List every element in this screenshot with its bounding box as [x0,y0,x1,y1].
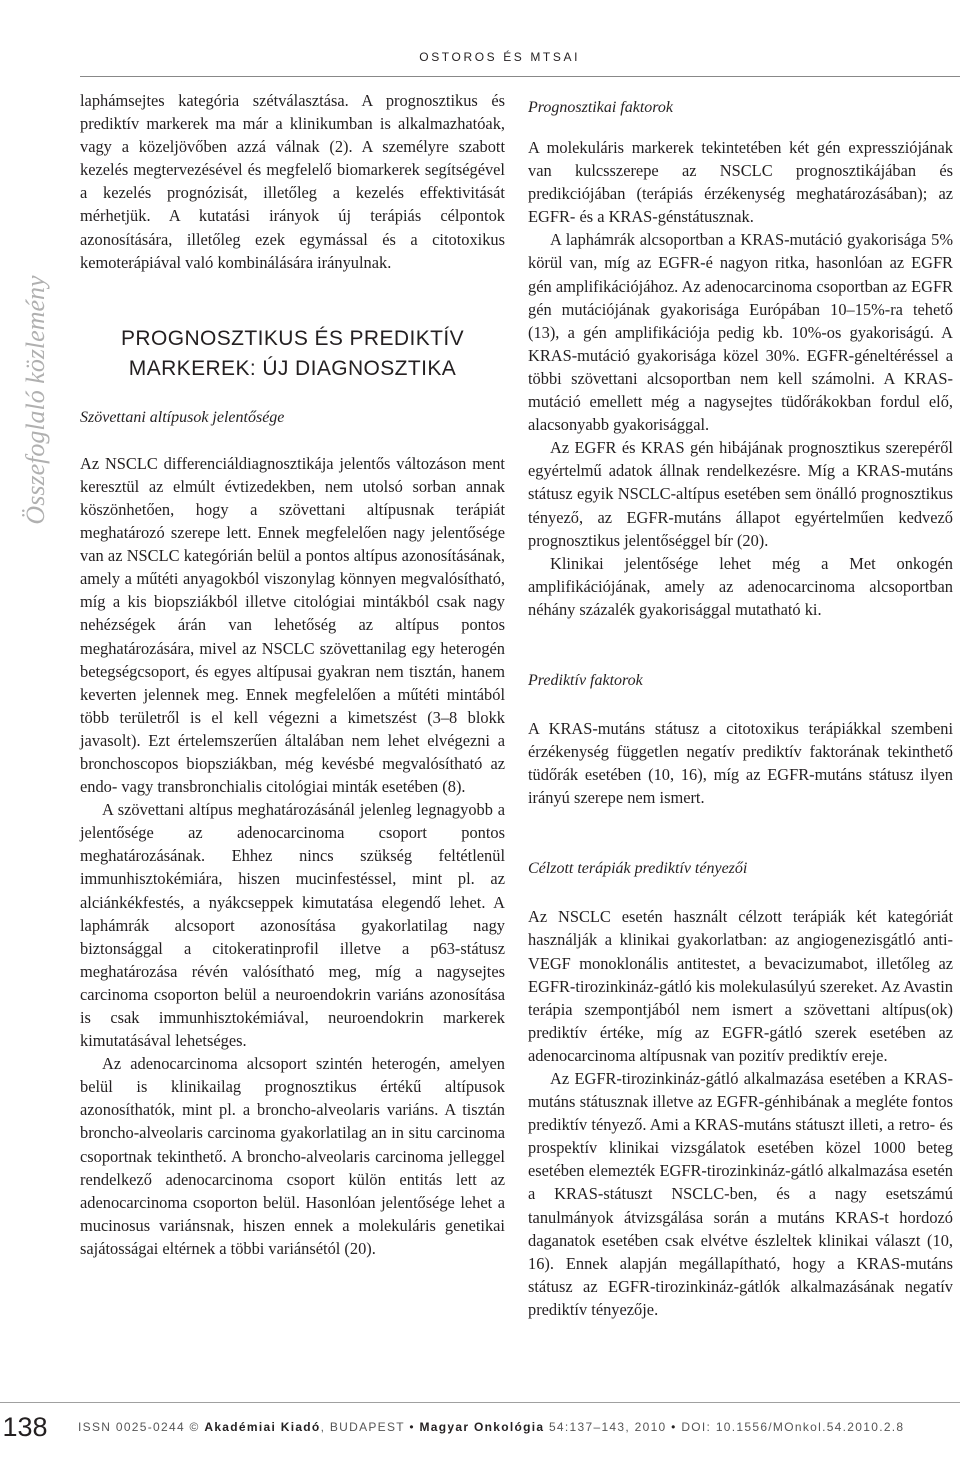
body-paragraph: Az EGFR-tirozinkináz-gátló alkalmazása esetében a KRAS-mutáns státusznak illetve az EGFR-génhibának a megléte fontos prediktív tényező. Ami a KRAS-mutáns státuszt illeti, a retro- és prospektív klinikai vizsgálatok esetében közel 1000 beteg esetében elemezték EGFR-tirozinkináz-gátló alkalmazása esetén a KRAS-státuszt NSCLC-ben, és a nagy esetszámú tanulmányok átvizsgálása során a mutáns KRAS-t hordozó daganatok esetében csak elvétve észleltek klinikai választ (10, 16). Ennek alapján megállapítható, hogy a KRAS-mutáns státusz az EGFR-tirozinkináz-gátlók alkalmazásának negatív prediktív tényezője. [528,1069,953,1319]
footer-separator: • [409,1420,415,1434]
footer-doi: DOI: 10.1556/MOnkol.54.2010.2.8 [676,1420,905,1434]
footer-city: , BUDAPEST [320,1420,405,1434]
side-section-label-text: Összefoglaló közlemény [21,275,50,525]
body-paragraph: Az NSCLC differenciáldiagnosztikája jelentős változáson ment keresztül az elmúlt évtizedekben, nem utolsó sorban annak köszönhetően, hogy a szövettani altípusnak terápiát meghatározó szerepe lett. Ennek megfelelően nagy jelentősége van az NSCLC kategórián belül a pontos altípus azonosításának, amely a műtéti anyagokból viszonylag könnyen megvalósítható, míg a kis biopsziákból illetve citológiai mintákból csak nagy nehézségek árán van lehetőség az altípus pontos meghatározására, mivel az NSCLC szövettanilag egy heterogén betegségcsoport, és egyes altípusai gyakran nem tisztán, hanem keverten jelennek meg. Ennek megfelelően a műtéti mintából több területről is el kell végezni a kimetszést (3–8 blokk javasolt). Ezt értelemszerűen általában nem lehet elvégezni a bronchoscopos biopsziákban, még kevésbé megvalósítható az endo- vagy transbronchialis citológiai minták esetében (8). [80,453,505,797]
right-column [528,96,953,1321]
running-head: OSTOROS ÉS MTSAI [419,50,580,64]
section-title [80,324,505,384]
footer-issn: ISSN 0025-0244 © [78,1420,200,1434]
footer-citation [78,1420,956,1434]
subheading-predictive-factors: Prediktív faktorok [528,671,643,689]
footer-separator: • [671,1420,677,1434]
footer-journal: Magyar Onkológia [419,1420,545,1434]
header-rule [80,76,960,77]
side-section-label [16,190,56,610]
subheading-histology: Szövettani altípusok jelentősége [80,408,285,426]
footer-rule [0,1402,960,1403]
body-paragraph: A molekuláris markerek tekintetében két gén expressziójának van kulcsszerepe az NSCLC prognosztikájában és predikciójában (terápiás érzékenység meghatározásában); az EGFR- és a KRAS-génstátusznak. [528,138,953,227]
body-paragraph: Klinikai jelentősége lehet még a Met onkogén amplifikációjának, amely az adenocarcinoma alcsoportban néhány százalék gyakorisággal mutatható ki. [528,553,953,619]
subheading-prognostic-factors: Prognosztikai faktorok [528,99,674,116]
body-paragraph: Az adenocarcinoma alcsoport szintén heterogén, amelyen belül is klinikailag prognosztikus értékű altípusok azonosíthatók, mint pl. a broncho-alveolaris variáns. A tisztán broncho-alveolaris carcinoma gyakorlatilag an in situ carcinoma csoportnak tekinthető. A broncho-alveolaris carcinoma jelleggel rendelkező adenocarcinoma csoport külön entitás lett az adenocarcinoma csoporton belül. Hasonlóan jelentősége lehet a mucinosus variánsnak, hiszen ennek a molekuláris genetikai sajátosságai eltérnek a többi variánsétól (20). [80,1054,505,1258]
footer-pages: 54:137–143, 2010 [544,1420,672,1434]
left-column [80,89,505,1260]
body-paragraph: A szövettani altípus meghatározásánál jelenleg legnagyobb a jelentősége az adenocarcinoma csoport pontos meghatározásának. Ehhez nincs szükség feltétlenül immunhisztokémiára, hiszen mucinfestéssel, mint pl. az alciánkékfestés, a nyákcseppek kimutatása elegendő lehet. A laphámrák alcsoport azonosítása gyakorlatilag nagy biztonsággal a citokeratinprofil illetve a p63-státusz meghatározása révén valósítható meg, míg a nagysejtes carcinoma csoporton belül a neuroendokrin variáns azonosítása is csak immunhisztokémiával, neuroendokrin markerek kimutatásával lehetséges. [80,800,505,1051]
footer-publisher: Akadémiai Kiadó [204,1420,321,1434]
subheading-targeted-therapy: Célzott terápiák prediktív tényezői [528,860,748,878]
section-title-line-2: MARKEREK: ÚJ DIAGNOSZTIKA [128,356,457,380]
body-paragraph: Az EGFR és KRAS gén hibájának prognosztikus szerepéről egyértelmű adatok állnak rendelkezésre. Míg a KRAS-mutáns státusz egyik NSCLC-altípus esetében sem önálló prognosztikus tényező, az EGFR-mutáns állapot egyértelműen kedvező prognosztikus jelentőséggel bír (20). [528,438,953,550]
section-title-line-1: PROGNOSZTIKUS ÉS PREDIKTÍV [121,326,464,350]
page-number: 138 [2,1412,48,1442]
body-paragraph: Az NSCLC esetén használt célzott terápiák két kategóriát használják a klinikai gyakorlatban: az angiogenezisgátló anti-VEGF monoklonális antitestet, a bevacizumabot, illetőleg az EGFR-tirozinkináz-gátló kis molekulasúlyú szereket. Az Avastin terápia szempontjából nem ismert a szövettani altípus(ok) prediktív értéke, míg az EGFR-gátló szerek esetében az adenocarcinoma altípusnak van pozitív prediktív ereje. [528,907,953,1065]
intro-paragraph: laphámsejtes kategória szétválasztása. A prognosztikus és prediktív markerek ma már a klinikumban is alkalmazhatóak, vagy a közeljövőben azzá válnak (2). A személyre szabott kezelés megtervezésével és megfelelő biomarkerek segítségével a kezelés prognózisát, illetőleg a kezelés effektivitását mérhetjük. A kutatási irányok új terápiás célpontok azonosítására, illetőleg ezek egymással és a citotoxikus kemoterápiával való kombinálására irányulnak. [80,91,505,272]
body-paragraph: A KRAS-mutáns státusz a citotoxikus terápiákkal szembeni érzékenység független negatív prediktív faktorának tekinthető tüdőrák esetében (10, 16), míg az EGFR-mutáns státusz ilyen irányú szerepe nem ismert. [528,718,953,808]
body-paragraph: A laphámrák alcsoportban a KRAS-mutáció gyakorisága 5% körül van, míg az EGFR-é nagyon ritka, hasonlóan az EGFR gén amplifikációjához. Az adenocarcinoma csoportban az EGFR gén mutációjának gyakorisága Európában 10–15%-ra tehető (13), a gén amplifikációja pedig kb. 10%-os gyakoriságú. A KRAS-mutáció gyakorisága közel 30%. EGFR-géneltéréssel a többi szövettani alcsoportban nem kell számolni. A KRAS-mutáció emellett még a nagysejtes tüdőrákokban fordul elő, alacsonyabb gyakorisággal. [528,230,953,435]
